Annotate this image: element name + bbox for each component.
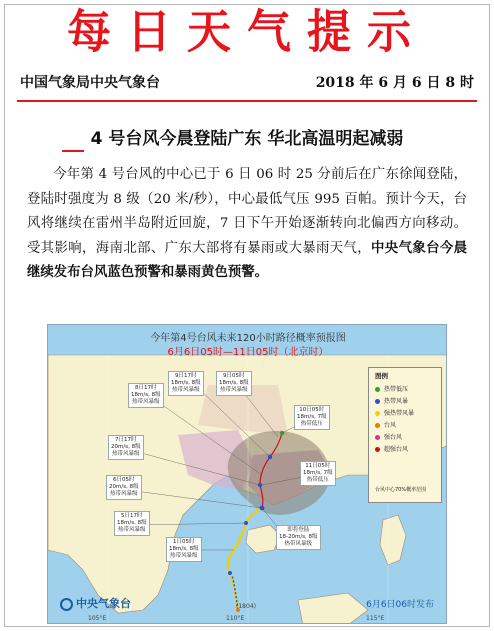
forecast-callout: 8日17时 18m/s, 8级 热带风暴级 [128, 383, 164, 408]
cma-logo-text: 中央气象台 [76, 597, 131, 610]
map-subtitle: 6月6日05时—11日05时（北京时） [167, 347, 329, 358]
headline: 4 号台风今晨登陆广东 华北高温明起减弱 [90, 129, 404, 149]
forecast-callout: 即将登陆 18-20m/s, 8级 热带风暴级 [276, 525, 321, 550]
legend-item [375, 386, 408, 394]
track-id-label: (1804) [236, 603, 256, 610]
legend-item [375, 398, 408, 406]
forecast-callout: 5日17时 18m/s, 8级 热带风暴级 [114, 511, 150, 536]
track-point [228, 571, 232, 575]
forecast-callout: 6日05时 20m/s, 8级 热带风暴级 [106, 475, 142, 500]
legend-swatch [375, 387, 380, 392]
headline-underline [62, 150, 84, 152]
legend-note: 台风中心70%概率范围 [375, 487, 427, 493]
land-borneo [298, 593, 368, 624]
forecast-callout: 11日05时 18m/s, 7级 热带低压 [300, 461, 336, 486]
longitude-label: 110°E [226, 615, 245, 622]
longitude-label: 115°E [366, 615, 385, 622]
legend-item [375, 422, 396, 430]
forecast-callout: 9日05时 18m/s, 8级 热带风暴级 [216, 371, 252, 396]
body-paragraph [27, 163, 467, 286]
header-rule [17, 100, 477, 102]
body-emphasis: 中央气象台今晨继续发布台风蓝色预警和暴雨黄色预警。 [27, 240, 468, 281]
legend-swatch [375, 399, 380, 404]
issued-time: 6月6日06时发布 [366, 600, 434, 610]
land-philippines [380, 515, 406, 565]
cma-logo [60, 595, 131, 611]
legend-label: 强热带风暴 [384, 410, 415, 417]
typhoon-track-map [47, 324, 447, 624]
legend-label: 热带风暴 [384, 398, 409, 405]
cma-logo-icon [60, 598, 73, 611]
legend-label: 强台风 [384, 434, 403, 441]
forecast-callout: 1日05时 18m/s, 8级 热带风暴级 [166, 537, 202, 562]
legend-swatch [375, 423, 380, 428]
legend-title: 图例 [375, 372, 388, 380]
legend-swatch [375, 447, 380, 452]
legend-item [375, 434, 402, 442]
meta-row [20, 72, 474, 94]
forecast-callout: 9日17时 18m/s, 8级 热带风暴级 [168, 371, 204, 396]
legend-label: 台风 [384, 422, 397, 429]
legend-swatch [375, 435, 380, 440]
forecast-callout: 10日05时 18m/s, 7级 热带低压 [294, 405, 330, 430]
legend-swatch [375, 411, 380, 416]
map-legend [368, 367, 442, 503]
issuing-organization: 中国气象局中央气象台 [20, 75, 160, 91]
masthead-title: 每日天气提示 [67, 5, 427, 60]
legend-item [375, 410, 414, 418]
legend-label: 热带低压 [384, 386, 409, 393]
legend-label: 超强台风 [384, 446, 409, 453]
land-hainan [246, 525, 280, 553]
masthead [0, 6, 494, 60]
longitude-label: 105°E [88, 615, 107, 622]
legend-item [375, 446, 408, 454]
forecast-callout: 7日17时 20m/s, 8级 热带风暴级 [108, 435, 144, 460]
issue-date: 2018 年 6 月 6 日 8 时 [315, 75, 474, 91]
body-paragraph-text: 今年第 4 号台风的中心已于 6 日 06 时 25 分前后在广东徐闻登陆，登陆时强度为 8 级（20 米/秒），中心最低气压 995 百帕。预计今天，台风将继续在雷州半岛附近回旋，7 日下午开始逐渐转向北偏西方向移动。受其影响，海南北部、广东大部将有暴雨或大暴雨天气， [27, 167, 467, 256]
map-title: 今年第4号台风未来120小时路径概率预报图 [150, 333, 346, 344]
